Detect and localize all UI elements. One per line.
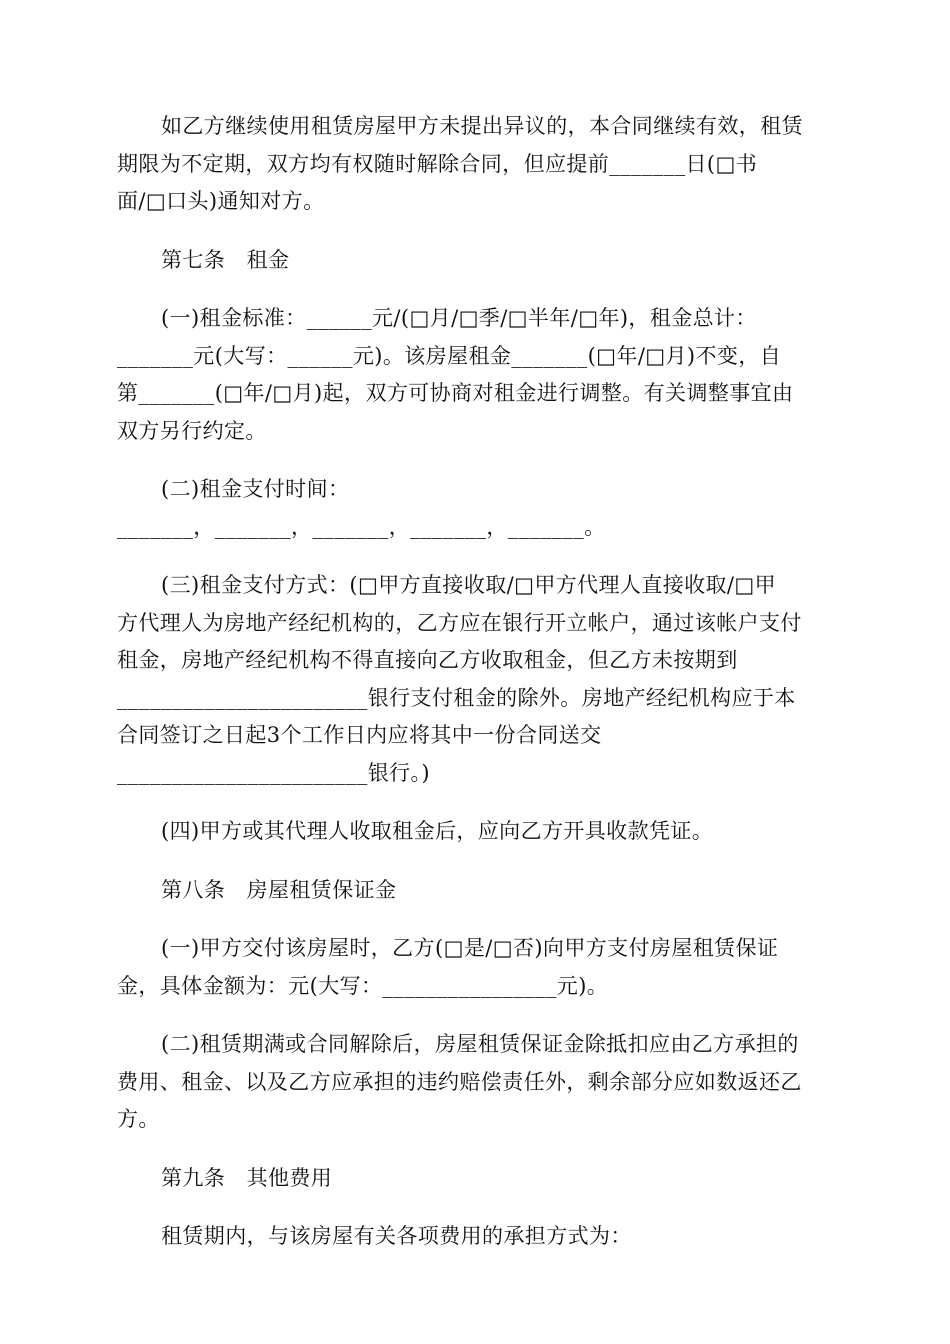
text-line: 如乙方继续使用租赁房屋甲方未提出异议的，本合同继续有效，租赁 [161,114,803,138]
paragraph-rent-payment-time [117,471,833,546]
text-line: _______________________银行支付租金的除外。房地产经纪机构应于本 [117,685,796,710]
text-line: 面/□口头)通知对方。 [117,189,325,213]
paragraph-continuation-notice [117,108,833,221]
text-line: 合同签订之日起3个工作日内应将其中一份合同送交 [117,723,602,747]
text-line: 双方另行约定。 [117,418,267,443]
text-line: 租赁期内，与该房屋有关各项费用的承担方式为： [161,1224,632,1248]
article-7-heading: 第七条 租金 [161,247,290,272]
text-line: (四)甲方或其代理人收取租金后，应向乙方开具收款凭证。 [161,819,714,843]
text-line: 期限为不定期，双方均有权随时解除合同，但应提前_______日(□书 [117,151,758,176]
text-line: _______________________银行。) [117,760,430,785]
article-9-heading: 第九条 其他费用 [161,1165,333,1190]
paragraph-rent-standard [117,300,833,450]
text-line: 金，具体金额为：元(大写：________________元)。 [117,973,609,998]
paragraph-deposit-return [117,1026,833,1139]
text-line: _______元(大写：______元)。该房屋租金_______(□年/□月)不变，自 [117,343,782,368]
text-line: _______，_______，_______，_______，_______。 [117,514,606,539]
paragraph-other-fees [117,1218,833,1256]
paragraph-receipt [117,813,833,851]
text-line: (三)租金支付方式：(□甲方直接收取/□甲方代理人直接收取/□甲 [161,573,777,597]
text-line: 第_______(□年/□月)起，双方可协商对租金进行调整。有关调整事宜由 [117,381,794,405]
text-line: 租金，房地产经纪机构不得直接向乙方收取租金，但乙方未按期到 [117,648,738,672]
text-line: 费用、租金、以及乙方应承担的违约赔偿责任外，剩余部分应如数返还乙 [117,1069,802,1094]
text-line: (一)甲方交付该房屋时，乙方(□是/□否)向甲方支付房屋租赁保证 [161,936,779,960]
text-line: 方。 [117,1107,160,1131]
paragraph-rent-payment-method [117,567,833,792]
document-page [117,108,833,1277]
text-line: 方代理人为房地产经纪机构的，乙方应在银行开立帐户，通过该帐户支付 [117,610,802,635]
text-line: (一)租金标准：______元/(□月/□季/□半年/□年)，租金总计： [161,306,757,330]
article-8-heading: 第八条 房屋租赁保证金 [161,877,397,902]
text-line: (二)租金支付时间： [161,477,350,501]
text-line: (二)租赁期满或合同解除后，房屋租赁保证金除抵扣应由乙方承担的 [161,1032,799,1056]
paragraph-deposit-payment [117,930,833,1005]
